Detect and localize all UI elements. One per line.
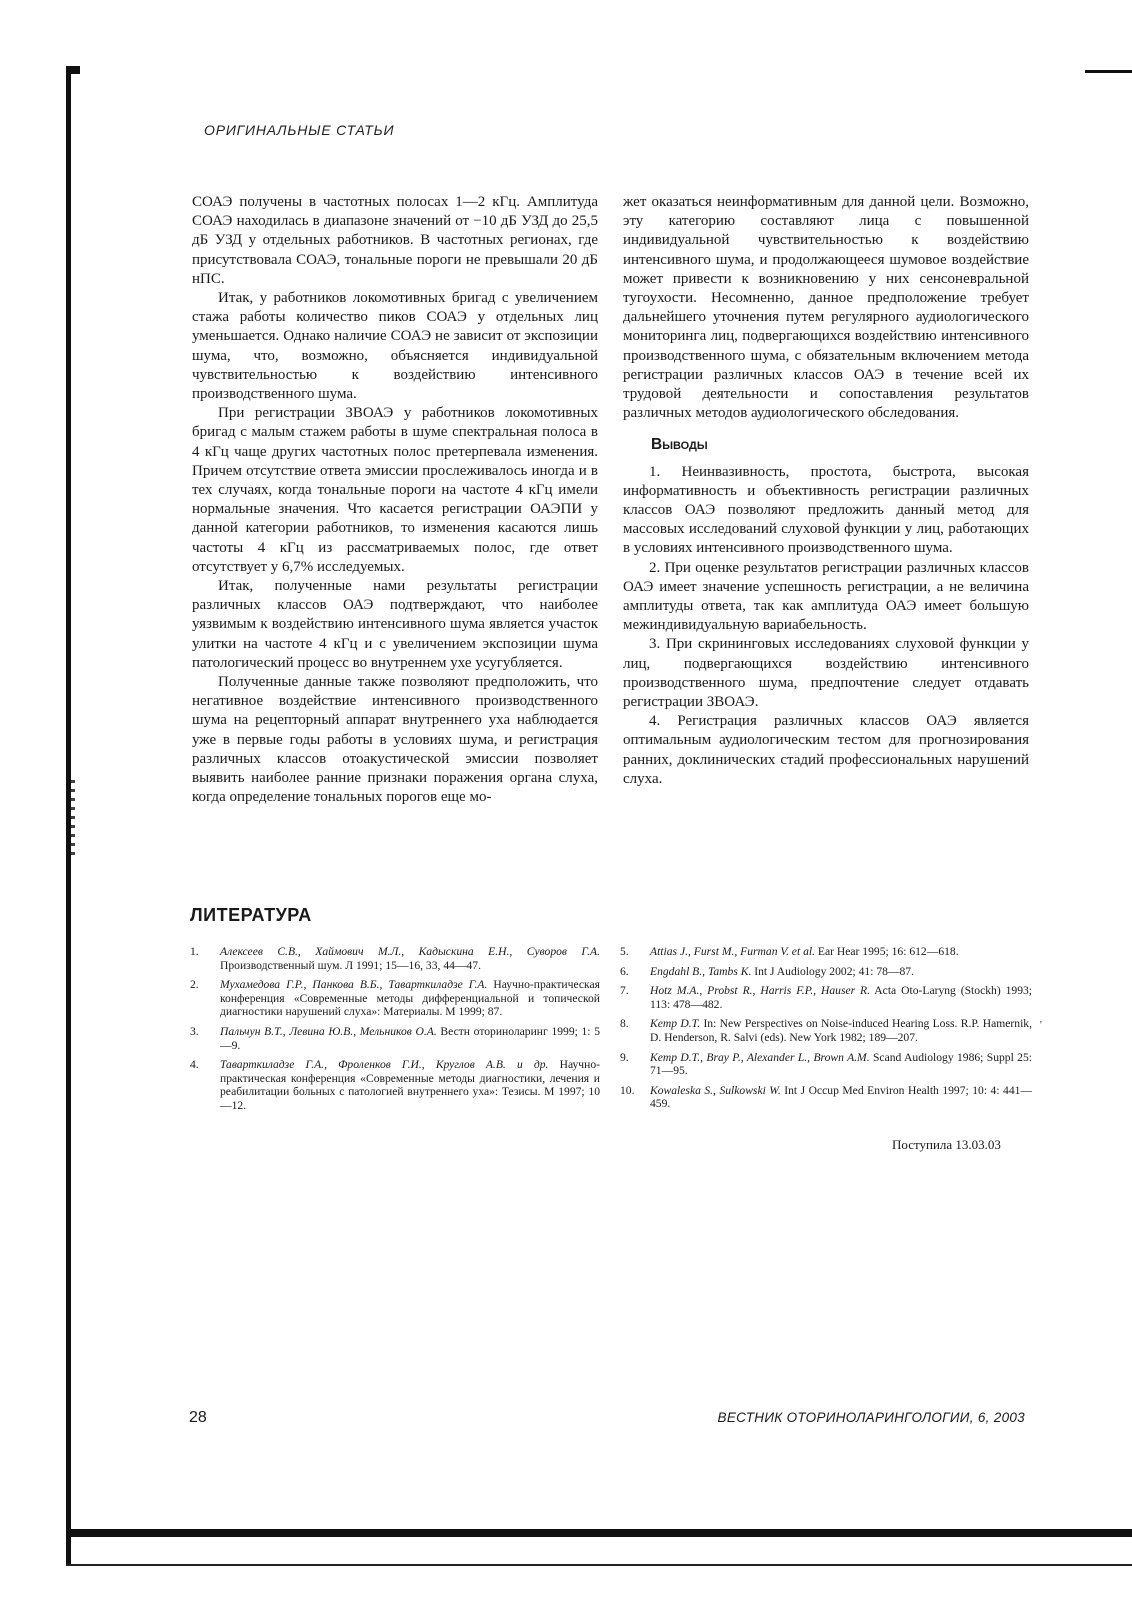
references-heading: ЛИТЕРАТУРА <box>190 905 312 925</box>
reference-item <box>190 945 600 972</box>
scan-noise <box>71 780 75 860</box>
scan-edge-mark <box>1085 70 1132 73</box>
reference-source: Int J Audiology 2002; 41: 78—87. <box>751 964 914 978</box>
reference-item <box>620 1084 1032 1111</box>
paragraph: При регистрации ЗВОАЭ у работников локомотивных бригад с малым стажем работы в шуме спектральная полоса в 4 кГц чаще других частотных полос претерпевала изменения. Причем отсутствие ответа эмиссии прослеживалось иногда и в тех случаях, когда тональные пороги на частоте 4 кГц имели нормальные значения. Что касается регистрации ОАЭПИ у данной категории работников, то изменения касаются лишь частоты 4 кГц из рассматриваемых полос, где ответ отсутствует у 6,7% исследуемых. <box>192 405 598 575</box>
scan-speck: ' <box>1040 1020 1042 1031</box>
right-text-column <box>623 193 1029 789</box>
conclusion-item: 2. При оценке результатов регистрации различных классов ОАЭ имеет значение успешность регистрации, а не величина амплитуды ответа, так как амплитуда ОАЭ имеет большую межиндивидуальную вариабельность. <box>623 559 1029 634</box>
reference-authors: Hotz M.A., Probst R., Harris F.P., Hauser R. <box>650 984 871 998</box>
reference-number: 7. <box>620 984 629 998</box>
reference-authors: Kowaleska S., Sulkowski W. <box>650 1083 781 1097</box>
reference-number: 5. <box>620 945 629 958</box>
reference-authors: Мухамедова Г.Р., Панкова В.Б., Таварткиладзе Г.А. <box>220 978 488 992</box>
conclusion-item: 1. Неинвазивность, простота, быстрота, высокая информативность и объективность регистрации различных классов ОАЭ позволяют предложить данный метод для массовых исследований слуховой функции у лиц, работающих в условиях интенсивного производственного шума. <box>623 463 1029 557</box>
received-date: Поступила 13.03.03 <box>892 1137 1001 1152</box>
reference-authors: Kemp D.T. <box>650 1017 701 1031</box>
reference-source: In: New Perspectives on Noise-induced Hearing Loss. R.P. Hamernik, D. Henderson, R. Salvi (eds). New York 1982; 189—207. <box>650 1017 1032 1044</box>
reference-item <box>190 1058 600 1112</box>
reference-source: Scand Audiology 1986; Suppl 25: 71—95. <box>650 1050 1032 1078</box>
left-text-column <box>192 193 598 808</box>
conclusions-heading: Выводы <box>651 436 708 454</box>
paragraph: СОАЭ получены в частотных полосах 1—2 кГц. Амплитуда СОАЭ находилась в диапазоне значений от −10 дБ УЗД до 25,5 дБ УЗД у отдельных работников. В частотных регионах, где присутствовала СОАЭ, тональные пороги не превышали 20 дБ нПС. <box>192 194 598 287</box>
reference-number: 3. <box>190 1024 199 1038</box>
scan-bottom-border <box>66 1529 1132 1537</box>
section-header: ОРИГИНАЛЬНЫЕ СТАТЬИ <box>204 122 395 138</box>
references-list-right <box>620 945 1032 1117</box>
paragraph: Итак, полученные нами результаты регистрации различных классов ОАЭ подтверждают, что наиболее уязвимым к воздействию интенсивного шума является участок улитки на частоте 4 кГц и с увеличением экспозиции шума патологический процесс во внутреннем ухе усугубляется. <box>192 578 598 671</box>
scan-bottom-line <box>66 1564 1132 1566</box>
reference-number: 6. <box>620 964 629 978</box>
reference-source: Вестн оториноларинг 1999; 1: 5—9. <box>220 1024 600 1052</box>
reference-number: 10. <box>620 1083 635 1097</box>
references-list-left <box>190 945 600 1119</box>
reference-source: Int J Occup Med Environ Health 1997; 10: 4: 441—459. <box>650 1083 1033 1111</box>
reference-number: 8. <box>620 1017 629 1031</box>
reference-authors: Attias J., Furst M., Furman V. et al. <box>650 945 815 958</box>
reference-number: 4. <box>190 1058 199 1072</box>
reference-authors: Алексеев С.В., Хаймович М.Л., Кадыскина Е.Н., Суворов Г.А. <box>220 945 600 958</box>
journal-title: ВЕСТНИК ОТОРИНОЛАРИНГОЛОГИИ, 6, 2003 <box>717 1410 1025 1425</box>
reference-authors: Engdahl B., Tambs K. <box>650 964 752 978</box>
reference-item <box>620 1017 1032 1044</box>
page-number: 28 <box>189 1409 207 1426</box>
reference-number: 2. <box>190 978 199 992</box>
reference-authors: Kemp D.T., Bray P., Alexander L., Brown A.M. <box>650 1050 870 1064</box>
reference-item <box>190 1025 600 1052</box>
reference-source: Ear Hear 1995; 16: 612—618. <box>815 945 959 958</box>
paragraph: Итак, у работников локомотивных бригад с увеличением стажа работы количество пиков СОАЭ у отдельных лиц уменьшается. Однако наличие СОАЭ не зависит от экспозиции шума, что, возможно, объясняется индивидуальной чувствительностью к воздействию интенсивного производственного шума. <box>192 290 598 403</box>
reference-number: 9. <box>620 1050 629 1064</box>
reference-item <box>620 984 1032 1011</box>
reference-item <box>190 978 600 1019</box>
conclusion-item: 3. При скрининговых исследованиях слуховой функции у лиц, подвергающихся воздействию интенсивного производственного шума, предпочтение следует отдавать регистрации ЗВОАЭ. <box>623 636 1029 711</box>
reference-item <box>620 1051 1032 1078</box>
reference-source: Научно-практическая конференция «Современные методы дифференциальной и топической диагностики нарушений слуха»: Материалы. М 1999; 87. <box>220 978 600 1019</box>
reference-item <box>620 945 1032 959</box>
reference-source: Научно-практическая конференция «Современные методы диагностики, лечения и реабилитации больных с патологией внутреннего уха»: Тезисы. М 1997; 10—12. <box>220 1058 600 1112</box>
reference-source: Acta Oto-Laryng (Stockh) 1993; 113: 478—482. <box>650 984 1033 1011</box>
reference-source: Производственный шум. Л 1991; 15—16, 33, 44—47. <box>220 958 481 972</box>
paragraph: жет оказаться неинформативным для данной цели. Возможно, эту категорию составляют лица с повышенной индивидуальной чувствительностью к воздействию интенсивного шума, и продолжающееся шумовое воздействие может привести к возникновению у них сенсоневральной тугоухости. Несомненно, данное предположение требует дальнейшего уточнения путем регулярного аудиологического мониторинга лиц, подвергающихся воздействию интенсивного производственного шума, с обязательным включением метода регистрации различных классов ОАЭ в течение всей их трудовой деятельности и сопоставления результатов различных методов аудиологического обследования. <box>623 194 1029 422</box>
reference-item <box>620 965 1032 979</box>
reference-authors: Пальчун В.Т., Левина Ю.В., Мельников О.А. <box>220 1024 437 1038</box>
conclusion-item: 4. Регистрация различных классов ОАЭ является оптимальным аудиологическим тестом для прогнозирования ранних, доклинических стадий профессиональных нарушений слуха. <box>623 713 1029 787</box>
reference-number: 1. <box>190 945 199 958</box>
reference-authors: Таварткиладзе Г.А., Фроленков Г.И., Круглов А.В. и др. <box>220 1058 549 1072</box>
paragraph: Полученные данные также позволяют предположить, что негативное воздействие интенсивного производственного шума на рецепторный аппарат внутреннего уха наблюдается уже в первые годы работы в условиях шума, и регистрация различных классов отоакустической эмиссии позволяет выявить наиболее ранние признаки поражения органа слуха, когда определение тональных порогов еще мо- <box>192 674 598 806</box>
